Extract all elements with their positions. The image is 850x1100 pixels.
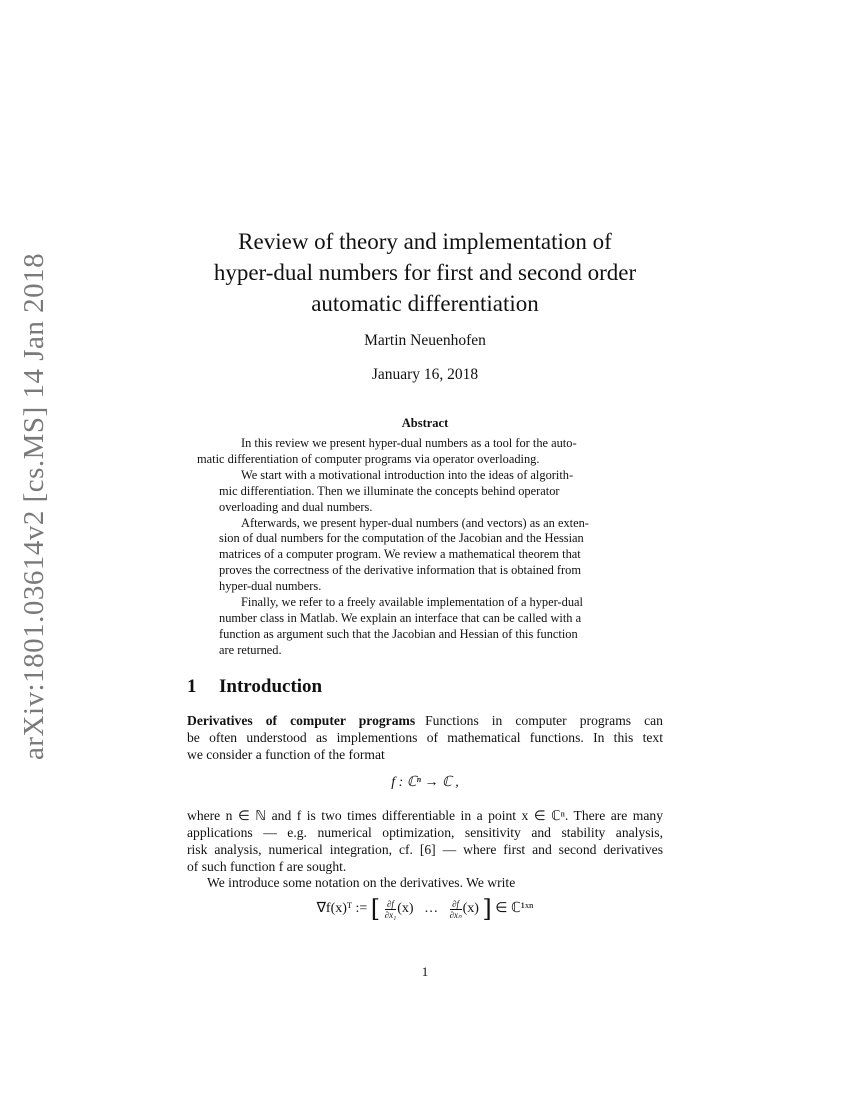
fraction-numerator: ∂f (450, 899, 462, 910)
paragraph-line: be often understood as implementions of mathematical functions. In this text (187, 730, 663, 746)
abstract-paragraph-3 (219, 516, 631, 596)
paragraph-line: where n ∈ ℕ and f is two times differentiable in a point x ∈ ℂⁿ. There are many (187, 808, 663, 823)
equation-text: f : ℂⁿ → ℂ , (391, 775, 459, 790)
abstract-paragraph-4 (219, 595, 631, 659)
paragraph-line: of such function f are sought. (187, 859, 347, 875)
paper-title (150, 226, 700, 319)
partial-fraction-1 (385, 899, 397, 920)
abstract-line: hyper-dual numbers. (219, 579, 322, 594)
section-number: 1 (187, 676, 197, 697)
author-name: Martin Neuenhofen (364, 332, 486, 349)
intro-paragraph-3 (187, 874, 663, 891)
argument-2: (x) (462, 901, 479, 917)
abstract-line: sion of dual numbers for the computation of the Jacobian and the Hessian (219, 531, 584, 546)
paragraph-heading: Derivatives of computer programs (187, 713, 416, 728)
argument-1: (x) (397, 901, 414, 917)
title-line-3: automatic differentiation (311, 291, 539, 316)
intro-paragraph-1 (187, 712, 663, 763)
paragraph-line: we consider a function of the format (187, 747, 385, 763)
abstract-line: are returned. (219, 642, 282, 657)
publication-date: January 16, 2018 (371, 366, 479, 383)
intro-paragraph-2 (187, 807, 663, 875)
paragraph-text: Functions in computer programs can (425, 713, 663, 728)
abstract-heading: Abstract (401, 416, 449, 430)
gradient-lhs: ∇f(x)ᵀ := (316, 901, 368, 917)
abstract-line: We start with a motivational introduction into the ideas of algorith- (241, 467, 574, 482)
arxiv-identifier-stamp: arXiv:1801.03614v2 [cs.MS] 14 Jan 2018 (18, 252, 50, 760)
abstract-paragraph-2 (219, 468, 631, 516)
paragraph-line: We introduce some notation on the derivatives. We write (207, 875, 516, 890)
abstract-line: overloading and dual numbers. (219, 499, 373, 514)
page-number: 1 (421, 964, 429, 979)
partial-fraction-2 (450, 899, 462, 920)
title-line-1: Review of theory and implementation of (238, 229, 612, 254)
right-bracket: ] (482, 895, 492, 923)
gradient-rhs: ∈ ℂ¹ˣⁿ (495, 901, 534, 917)
title-line-2: hyper-dual numbers for first and second order (213, 260, 637, 285)
paragraph-line: applications — e.g. numerical optimization, sensitivity and stability analysis, (187, 825, 663, 841)
fraction-denominator: ∂xₙ (449, 909, 462, 920)
abstract-body (197, 436, 631, 659)
section-heading-introduction (187, 676, 322, 698)
fraction-denominator: ∂x₁ (384, 909, 397, 920)
abstract-line: Afterwards, we present hyper-dual numbers (and vectors) as an exten- (241, 515, 589, 530)
abstract-line: function as argument such that the Jacobian and Hessian of this function (219, 626, 578, 641)
fraction-numerator: ∂f (385, 899, 397, 910)
equation-gradient (187, 895, 663, 923)
paragraph-line (187, 712, 663, 729)
abstract-line: mic differentiation. Then we illuminate the concepts behind operator (219, 483, 560, 498)
abstract-line: proves the correctness of the derivative information that is obtained from (219, 563, 581, 578)
equation-function-format (187, 774, 663, 791)
left-bracket: [ (370, 895, 381, 923)
abstract-line: matrices of a computer program. We review a mathematical theorem that (219, 547, 581, 562)
abstract-line: number class in Matlab. We explain an interface that can be called with a (219, 610, 582, 625)
ellipsis: … (424, 901, 439, 917)
abstract-line: Finally, we refer to a freely available implementation of a hyper-dual (241, 595, 583, 610)
paragraph-line: risk analysis, numerical integration, cf. [6] — where first and second derivatives (187, 842, 663, 858)
abstract-line: In this review we present hyper-dual numbers as a tool for the auto- (241, 436, 577, 450)
section-title: Introduction (219, 676, 323, 697)
abstract-line: matic differentiation of computer programs via operator overloading. (197, 451, 540, 466)
abstract-paragraph-1 (197, 436, 631, 468)
